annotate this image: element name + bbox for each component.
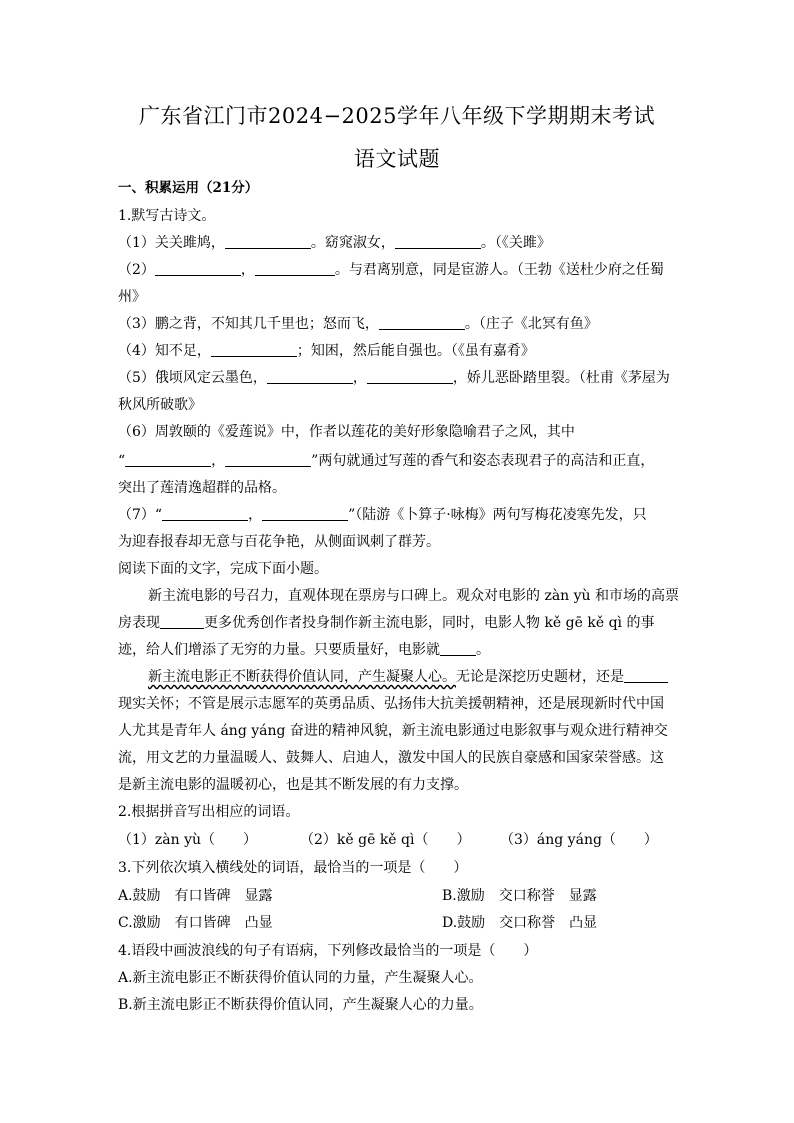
passage-line: 新主流电影的号召力，直观体现在票房与口碑上。观众对电影的 zàn yù 和市场的高票	[148, 588, 680, 604]
answer-blank[interactable]	[225, 234, 311, 249]
q4-option-a[interactable]: A.新主流电影正不断获得价值认同的力量，产生凝聚人心。	[118, 970, 483, 986]
q1-line-7-cont: 为迎春报春却无意与百花争艳，从侧面讽刺了群芳。	[118, 534, 440, 550]
q1-stem: 1.默写古诗文。	[118, 208, 216, 224]
passage-line: 是新主流电影的温暖初心，也是其不断发展的有力支撑。	[118, 777, 468, 793]
passage-line: 迹，给人们增添了无穷的力量。只要质量好，电影就 。	[118, 642, 490, 658]
answer-blank[interactable]	[162, 506, 248, 521]
q1-line-6: （6）周敦颐的《爱莲说》中，作者以莲花的美好形象隐喻君子之风，其中	[118, 424, 575, 440]
wavy-underlined-sentence: 新主流电影正不断获得价值认同，产生凝聚人心。	[148, 669, 456, 685]
passage-line: 现实关怀；不管是展示志愿军的英勇品质、弘扬伟大抗美援朝精神，还是展现新时代中国	[118, 696, 664, 712]
q1-line-4: （4）知不足， ；知困，然后能自强也。（《虽有嘉肴》	[118, 343, 535, 359]
answer-blank[interactable]	[155, 261, 241, 276]
answer-blank[interactable]	[395, 234, 481, 249]
q1-line-6-cont: 突出了莲清逸超群的品格。	[118, 480, 286, 496]
q1-line-2-cont: 州》	[118, 289, 146, 305]
answer-blank[interactable]	[262, 506, 348, 521]
answer-blank[interactable]	[211, 342, 297, 357]
q1-line-2: （2） ， 。与君离别意，同是宦游人。（王勃《送杜少府之任蜀	[118, 262, 664, 278]
q4-stem: 4.语段中画波浪线的句子有语病，下列修改最恰当的一项是（ ）	[118, 943, 538, 959]
answer-blank[interactable]	[624, 668, 668, 683]
q3-stem: 3.下列依次填入横线处的词语，最恰当的一项是（ ）	[118, 860, 468, 876]
exam-title: 广东省江门市2024−2025学年八年级下学期期末考试	[139, 104, 655, 128]
q2-item-3: （3）áng yáng（ ）	[500, 832, 658, 848]
answer-blank[interactable]	[367, 369, 453, 384]
reading-intro: 阅读下面的文字，完成下面小题。	[118, 561, 328, 577]
passage-line: 人尤其是青年人 áng yáng 奋进的精神风貌，新主流电影通过电影叙事与观众进行精神交	[118, 723, 668, 739]
q1-line-1: （1）关关雎鸠， 。窈窕淑女， 。（《关雎》	[118, 235, 551, 251]
answer-blank[interactable]	[379, 315, 465, 330]
answer-blank[interactable]	[225, 452, 311, 467]
answer-blank[interactable]	[125, 452, 211, 467]
q3-option-b[interactable]: B.激励 交口称誉 显露	[442, 888, 597, 904]
q2-item-1: （1）zàn yù（ ）	[118, 832, 258, 848]
q2-stem: 2.根据拼音写出相应的词语。	[118, 804, 300, 820]
q3-option-a[interactable]: A.鼓励 有口皆碑 显露	[118, 888, 273, 904]
passage-line: 新主流电影正不断获得价值认同，产生凝聚人心。无论是深挖历史题材，还是	[148, 667, 718, 687]
q4-option-b[interactable]: B.新主流电影正不断获得价值认同，产生凝聚人心的力量。	[118, 997, 483, 1013]
q1-line-5: （5）俄顷风定云墨色， ， ，娇儿恶卧踏里裂。（杜甫《茅屋为	[118, 370, 670, 386]
q3-option-d[interactable]: D.鼓励 交口称誉 凸显	[442, 915, 598, 931]
answer-blank[interactable]	[440, 641, 476, 656]
q1-line-3: （3）鹏之背，不知其几千里也；怒而飞， 。（庄子《北冥有鱼》	[118, 316, 598, 332]
answer-blank[interactable]	[267, 369, 353, 384]
answer-blank[interactable]	[160, 614, 204, 629]
exam-subtitle: 语文试题	[354, 147, 440, 171]
q1-line-6-blanks: “ ， ”两句就通过写莲的香气和姿态表现君子的高洁和正直，	[118, 453, 655, 469]
q1-line-5-cont: 秋风所破歌》	[118, 397, 202, 413]
answer-blank[interactable]	[255, 261, 335, 276]
passage-line: 流，用文艺的力量温暖人、鼓舞人、启迪人，激发中国人的民族自豪感和国家荣誉感。这	[118, 750, 664, 766]
section-heading: 一、积累运用（21分）	[118, 180, 259, 196]
q1-line-7: （7）“ ， ”（陆游《卜算子·咏梅》两句写梅花凌寒先发，只	[118, 507, 647, 523]
passage-line: 房表现 更多优秀创作者投身制作新主流电影，同时，电影人物 kě gē kě qì 的事	[118, 615, 655, 631]
q2-item-2: （2）kě gē kě qì（ ）	[300, 832, 471, 848]
q3-option-c[interactable]: C.激励 有口皆碑 凸显	[118, 915, 273, 931]
